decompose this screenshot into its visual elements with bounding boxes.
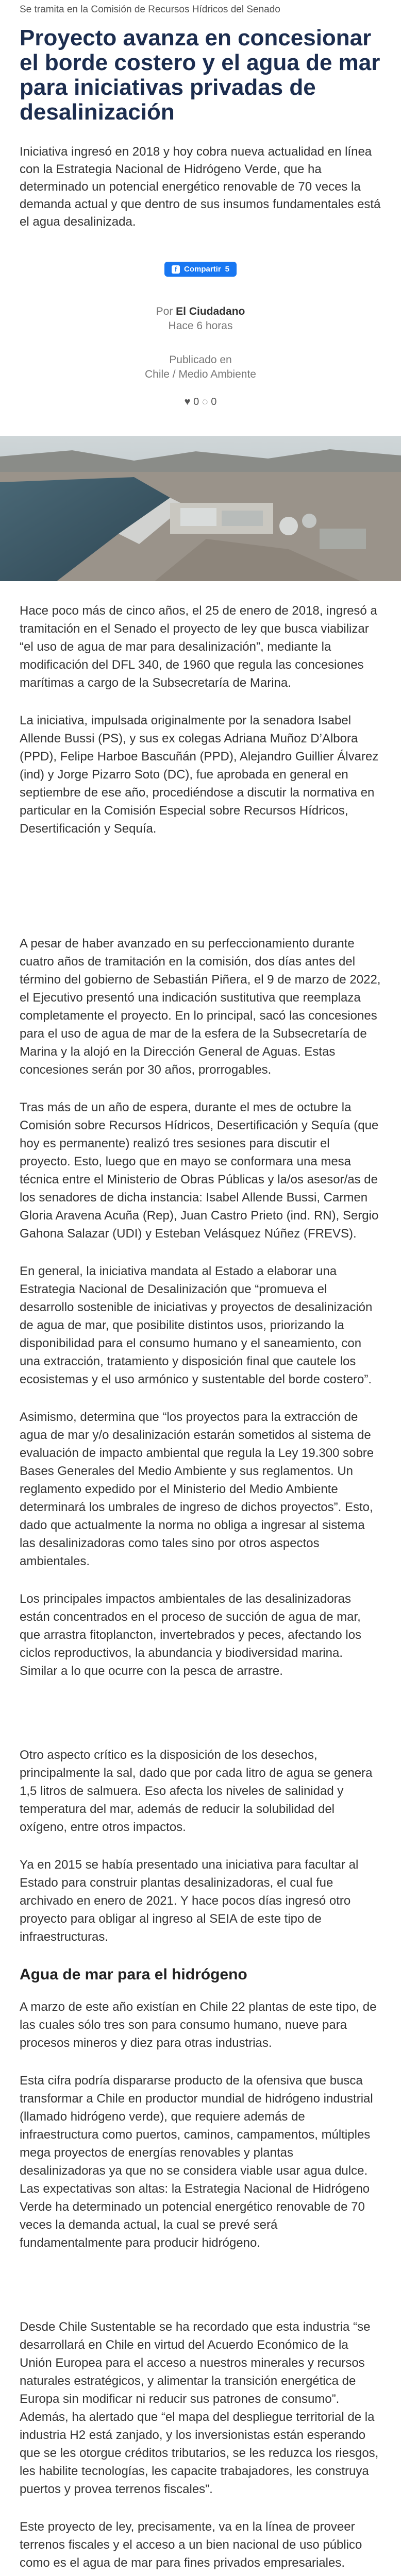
facebook-icon: f: [172, 265, 180, 274]
article-meta: [20, 304, 381, 382]
author-link[interactable]: El Ciudadano: [176, 306, 245, 317]
section-link[interactable]: Chile / Medio Ambiente: [145, 368, 256, 380]
likes-count: 0: [193, 396, 199, 408]
publish-time: Hace 6 horas: [168, 320, 233, 332]
share-label: Compartir: [183, 265, 221, 274]
reactions: [20, 396, 381, 408]
paragraph: Esta cifra podría dispararse producto de la ofensiva que busca transformar a Chile en productor mundial de hidrógeno industrial (llamado hidrógeno verde), que requiere además de infraestructura como puertos, caminos, campamentos, múltiples mega proyectos de energías renovables y plantas desalinizadoras ya que no se considera viable usar agua dulce. Las expectativas son altas: la Estrategia Nacional de Hidrógeno Verde ha determinado un potencial energético renovable de 70 veces la demanda actual, la cual se prevé será fundamentalmente para producir hidrógeno.: [20, 2074, 373, 2250]
paragraph: La iniciativa, impulsada originalmente por la senadora Isabel Allende Bussi (PS), y sus ex colegas Adriana Muñoz D’Albora (PPD), Felipe Harboe Bascuñán (PPD), Alejandro Guillier Álvarez (ind) y Jorge Pizarro Soto (DC), fue aprobada en general en septiembre de ese año, procediéndose a discutir la normativa en particular en la Comisión Especial sobre Recursos Hídricos, Desertificación y Sequía.: [20, 714, 379, 836]
hero-image: [0, 436, 401, 581]
by-prefix: Por: [156, 306, 173, 317]
comments-count: 0: [211, 396, 217, 408]
paragraph: Este proyecto de ley, precisamente, va en la línea de proveer terrenos fiscales y el acceso a un bien nacional de uso público como es el agua de mar para fines privados empresariales.: [20, 2520, 362, 2570]
spacer: [20, 857, 381, 935]
breadcrumb[interactable]: Se tramita en la Comisión de Recursos Hídricos del Senado: [20, 4, 280, 15]
paragraph: Ya en 2015 se había presentado una iniciativa para facultar al Estado para construir plantas desalinizadoras, el cual fue archivado en enero de 2021. Y hace pocos días ingresó otro proyecto para obligar al ingreso al SEIA de este tipo de infraestructuras.: [20, 1858, 359, 1944]
paragraph: Desde Chile Sustentable se ha recordado que esta industria “se desarrollará en Chile en virtud del Acuerdo Económico de la Unión Europea para el acceso a nuestros minerales y recursos naturales estratégicos, y alimentar la transición energética de Europa sin modificar ni reducir sus patrones de consumo”. Además, ha alertado que “el mapa del despliegue territorial de la industria H2 está zanjado, y los inversionistas están esperando que se les otorgue créditos tributarios, se les reduzca los riesgos, les habilite tecnologías, les capacite trabajadores, les construya puertos y provea terrenos fiscales”.: [20, 2320, 379, 2496]
facebook-share-button[interactable]: [164, 262, 237, 277]
paragraph: A pesar de haber avanzado en su perfeccionamiento durante cuatro años de tramitación en la comisión, dos días antes del término del gobierno de Sebastián Piñera, el 9 de marzo de 2022, el Ejecutivo presentó una indicación sustitutiva que reemplaza completamente el proyecto. En lo principal, sacó las concesiones para el uso de agua de mar de la esfera de la Subsecretaría de Marina y la alojó en la Dirección General de Aguas. Estas concesiones serán por 30 años, prorrogables.: [20, 937, 381, 1077]
paragraph: Asimismo, determina que “los proyectos para la extracción de agua de mar y/o desalinización estarán sometidos al sistema de evaluación de impacto ambiental que regula la Ley 19.300 sobre Bases Generales del Medio Ambiente y sus reglamentos. Un reglamento expedido por el Ministerio del Medio Ambiente determinará los umbrales de ingreso de dichos proyectos”. Esto, dado que actualmente la norma no obliga a ingresar al sistema las desalinizadoras como tales sino por otros aspectos ambientales.: [20, 1410, 374, 1568]
published-label: Publicado en: [169, 354, 232, 366]
paragraph: Los principales impactos ambientales de las desalinizadoras están concentrados en el proceso de succión de agua de mar, que arrastra fitoplancton, invertebrados y peces, afectando los ciclos reproductivos, la abundancia y biodiversidad marina. Similar a lo que ocurre con la pesca de arrastre.: [20, 1592, 362, 1678]
paragraph: Tras más de un año de espera, durante el mes de octubre la Comisión sobre Recursos Hídricos, Desertificación y Sequía (que hoy es permanente) realizó tres sesiones para discutir el proyecto. Esto, luego que en mayo se conformara una mesa técnica entre el Ministerio de Obras Públicas y la/os asesor/as de los senadores de dicha instancia: Isabel Allende Bussi, Carmen Gloria Aravena Acuña (Rep), Juan Castro Prieto (ind. RN), Sergio Gahona Salazar (UDI) y Esteban Velásquez Núñez (FREVS).: [20, 1100, 379, 1241]
section-heading: Agua de mar para el hidrógeno: [20, 1966, 247, 1983]
share-count: 5: [225, 265, 230, 274]
article-lead: Iniciativa ingresó en 2018 y hoy cobra nueva actualidad en línea con la Estrategia Nacional de Hidrógeno Verde, que ha determinado un potencial energético renovable de 70 veces la demanda actual y que dentro de sus insumos fundamentales está el agua desalinizada.: [20, 145, 381, 229]
paragraph: En general, la iniciativa mandata al Estado a elaborar una Estrategia Nacional de Desalinización que “promueva el desarrollo sostenible de iniciativas y proyectos de desalinización de agua de mar, que posibilite distintos usos, priorizando la disponibilidad para el consumo humano y el saneamiento, con una extracción, tratamiento y disposición final que cautele los ecosistemas y el uso armónico y sustentable del borde costero”.: [20, 1264, 373, 1386]
comment-icon[interactable]: ◌: [202, 396, 208, 408]
article-headline: Proyecto avanza en concesionar el borde costero y el agua de mar para iniciativas privadas de desalinización: [20, 25, 380, 125]
paragraph: Otro aspecto crítico es la disposición de los desechos, principalmente la sal, dado que por cada litro de agua se genera 1,5 litros de salmuera. Eso afecta los niveles de salinidad y temperatura del mar, además de reducir la solubilidad del oxígeno, entre otros impactos.: [20, 1748, 373, 1834]
spacer: [20, 2272, 381, 2318]
spacer: [20, 1700, 381, 1746]
paragraph: Hace poco más de cinco años, el 25 de enero de 2018, ingresó a tramitación en el Senado el proyecto de ley que busca viabilizar “el uso de agua de mar para desalinización”, mediante la modificación del DFL 340, de 1960 que regula las concesiones marítimas a cargo de la Subsecretaría de Marina.: [20, 604, 377, 690]
heart-icon[interactable]: ♥: [184, 396, 191, 408]
paragraph: A marzo de este año existían en Chile 22 plantas de este tipo, de las cuales sólo tres son para consumo humano, nueve para procesos mineros y diez para otras industrias.: [20, 2000, 377, 2050]
share-row: [20, 262, 381, 277]
